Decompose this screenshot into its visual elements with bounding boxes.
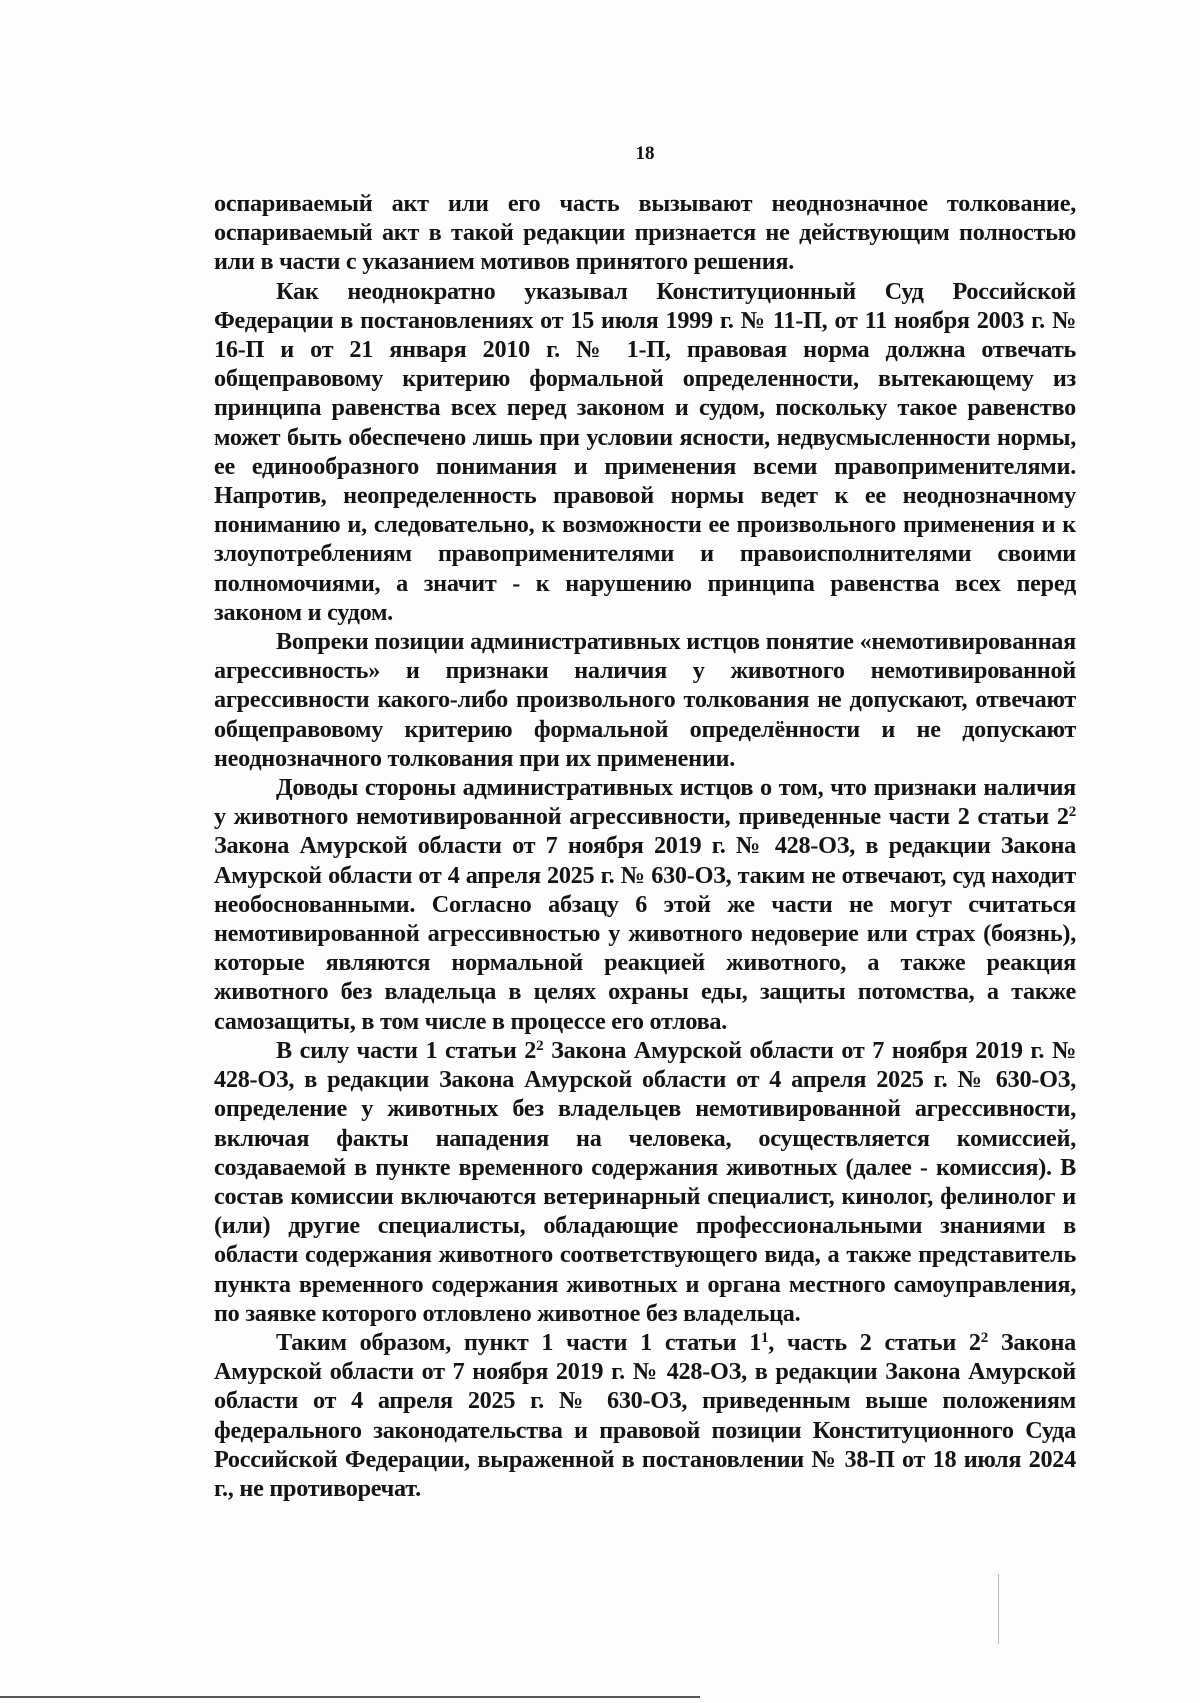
superscript: 2 [1068,804,1076,821]
document-body [214,189,1076,1503]
page-number: 18 [635,143,655,164]
text-run: Таким образом, пункт 1 части 1 статьи 1 [276,1328,762,1356]
paragraph [214,189,1076,277]
paragraph [214,1328,1076,1503]
scan-bottom-rule [0,1696,700,1698]
paragraph [214,627,1076,773]
text-run: Закона Амурской области от 7 ноября 2019 г. № 428-ОЗ, в редакции Закона Амурской области от 4 апреля 2025 г. № 630-ОЗ, таким не отвечают, суд находит необоснованными. Согласно абзацу 6 этой же части не могут считаться немотивированной агрессивностью у животного недоверие или страх (боязнь), которые являются нормальной реакцией животного, а также реакция животного без владельца в целях охраны еды, защиты потомства, а также самозащиты, в том числе в процессе его отлова. [214,832,1076,1035]
text-run: Закона Амурской области от 7 ноября 2019 г. № 428-ОЗ, в редакции Закона Амурской области от 4 апреля 2025 г. № 630-ОЗ, определение у животных без владельцев немотивированной агрессивности, включая факты нападения на человека, осуществляется комиссией, создаваемой в пункте временного содержания животных (далее - комиссия). В состав комиссии включаются ветеринарный специалист, кинолог, фелинолог и (или) другие специалисты, обладающие профессиональными знаниями в области содержания животного соответствующего вида, а также представитель пункта временного содержания животных и органа местного самоуправления, по заявке которого отловлено животное без владельца. [214,1036,1077,1327]
paragraph [214,773,1076,1036]
text-run: оспариваемый акт или его часть вызывают неоднозначное толкование, оспариваемый акт в такой редакции признается не действующим полностью или в части с указанием мотивов принятого решения. [214,190,1076,276]
text-run: Как неоднократно указывал Конституционный Суд Российской Федерации в постановлениях от 15 июля 1999 г. № 11-П, от 11 ноября 2003 г. № 16-П и от 21 января 2010 г. № 1-П, правовая норма должна отвечать общеправовому критерию формальной определенности, вытекающему из принципа равенства всех перед законом и судом, поскольку такое равенство может быть обеспечено лишь при условии ясности, недвусмысленности нормы, ее единообразного понимания и применения всеми правоприменителями. Напротив, неопределенность правовой нормы ведет к ее неоднозначному пониманию и, следовательно, к возможности ее произвольного применения и к злоупотреблениям правоприменителями и правоисполнителями своими полномочиями, а значит - к нарушению принципа равенства всех перед законом и судом. [214,277,1076,626]
superscript: 2 [536,1037,544,1054]
text-run: Вопреки позиции административных истцов понятие «немотивированная агрессивность» и признаки наличия у животного немотивированной агрессивности какого-либо произвольного толкования не допускают, отвечают общеправовому критерию формальной определённости и не допускают неоднозначного толкования при их применении. [214,628,1076,772]
paragraph [214,277,1076,627]
paragraph [214,1036,1076,1328]
scan-edge-mark [998,1574,999,1644]
superscript: 2 [980,1329,988,1346]
text-run: Закона Амурской области от 7 ноября 2019 г. № 428-ОЗ, в редакции Закона Амурской области от 4 апреля 2025 г. № 630-ОЗ, приведенным выше положениям федерального законодательства и правовой позиции Конституционного Суда Российской Федерации, выраженной в постановлении № 38-П от 18 июля 2024 г., не противоречат. [214,1328,1076,1502]
text-run: , часть 2 статьи 2 [768,1328,981,1356]
text-run: Доводы стороны административных истцов о том, что признаки наличия у животного немотивированной агрессивности, приведенные части 2 статьи 2 [214,774,1076,831]
text-run: В силу части 1 статьи 2 [276,1036,537,1064]
superscript: 1 [761,1329,769,1346]
